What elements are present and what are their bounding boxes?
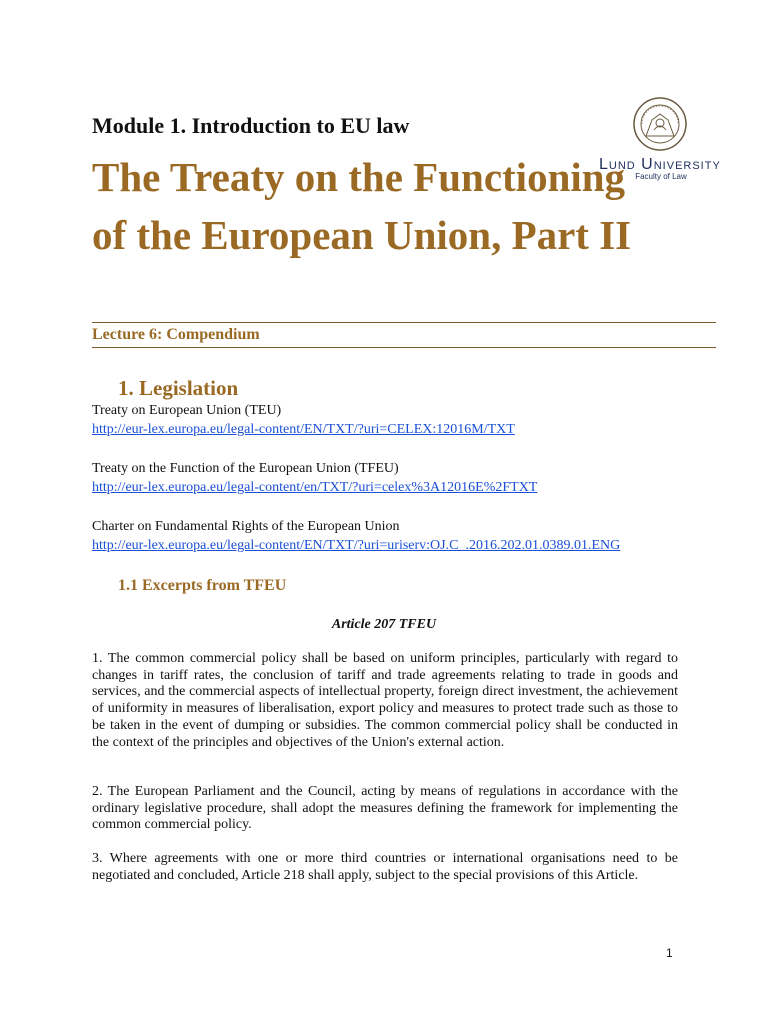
section-heading-legislation: 1. Legislation bbox=[118, 376, 239, 400]
legislation-link-teu[interactable]: http://eur-lex.europa.eu/legal-content/EN/TXT/?uri=CELEX:12016M/TXT bbox=[92, 422, 515, 437]
page-number: 1 bbox=[666, 946, 673, 960]
legislation-item-name: Charter on Fundamental Rights of the European Union bbox=[92, 519, 400, 534]
legislation-link-charter[interactable]: http://eur-lex.europa.eu/legal-content/EN/TXT/?uri=uriserv:OJ.C_.2016.202.01.0389.01.ENG bbox=[92, 538, 621, 553]
lecture-subtitle: Lecture 6: Compendium bbox=[92, 326, 260, 343]
legislation-item-name: Treaty on European Union (TEU) bbox=[92, 403, 282, 418]
legislation-link-tfeu[interactable]: http://eur-lex.europa.eu/legal-content/en/TXT/?uri=celex%3A12016E%2FTXT bbox=[92, 480, 538, 495]
university-name-text: Lund University bbox=[599, 156, 721, 173]
module-heading: Module 1. Introduction to EU law bbox=[92, 113, 410, 138]
article-paragraph: 3. Where agreements with one or more third countries or international organisations need to be negotiated and concluded, Article 218 shall apply, subject to the special provisions of this Article. bbox=[92, 851, 678, 883]
lund-university-logo bbox=[596, 96, 742, 173]
article-paragraph: 2. The European Parliament and the Council, acting by means of regulations in accordance with the ordinary legislative procedure, shall adopt the measures defining the framework for implementing the common commercial policy. bbox=[92, 784, 678, 833]
faculty-name: Faculty of Law bbox=[635, 172, 687, 181]
title-divider-bottom bbox=[92, 347, 716, 348]
university-seal-icon bbox=[632, 96, 688, 152]
article-title: Article 207 TFEU bbox=[331, 617, 437, 632]
document-title: The Treaty on the Functioning of the European Union, Part II bbox=[92, 154, 632, 258]
title-divider-top bbox=[92, 322, 716, 323]
article-paragraph: 1. The common commercial policy shall be based on uniform principles, particularly with regard to changes in tariff rates, the conclusion of tariff and trade agreements relating to trade in goods and services, and the commercial aspects of intellectual property, foreign direct investment, the achievement of uniformity in measures of liberalisation, export policy and measures to protect trade such as those to be taken in the event of dumping or subsidies. The common commercial policy shall be conducted in the context of the principles and objectives of the Union's external action. bbox=[92, 651, 678, 750]
legislation-item-name: Treaty on the Function of the European Union (TFEU) bbox=[92, 461, 399, 476]
section-heading-excerpts: 1.1 Excerpts from TFEU bbox=[118, 577, 287, 594]
